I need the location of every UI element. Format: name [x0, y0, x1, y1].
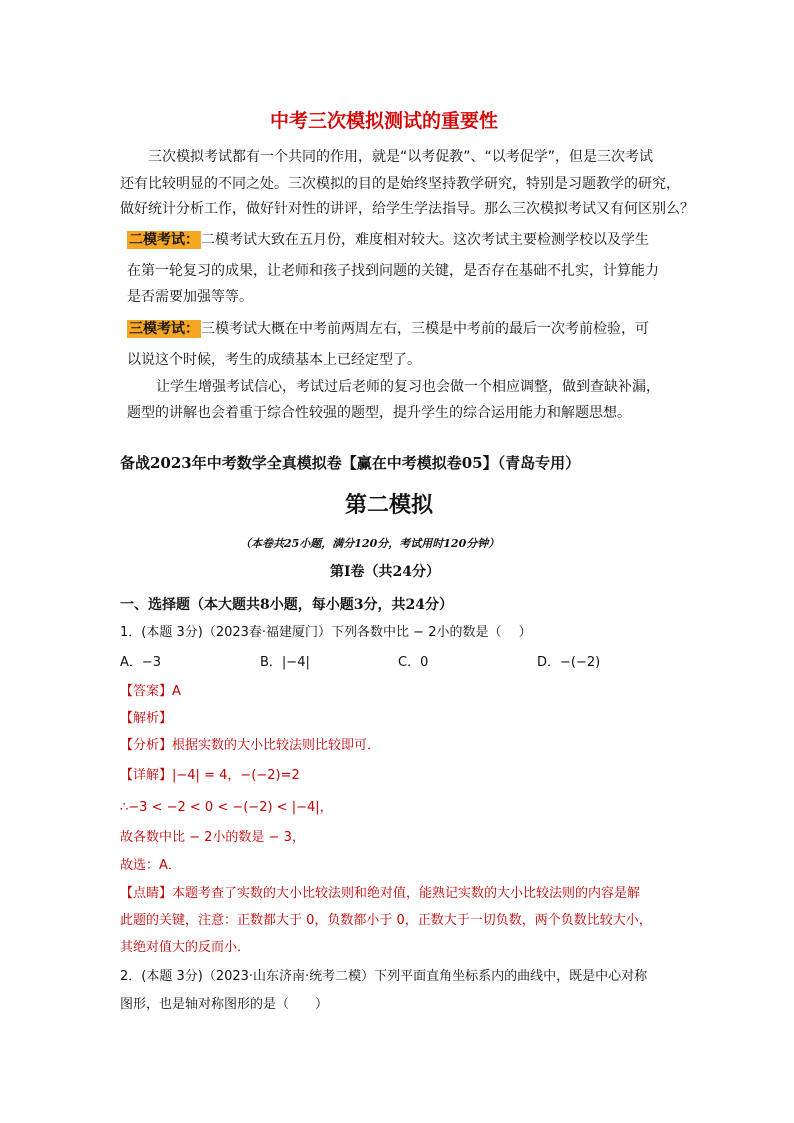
intro-p2-line2: 在第一轮复习的成果，让老师和孩子找到问题的关键，是否存在基础不扎实，计算能力	[127, 263, 659, 279]
q2-stem-line1: 2．(本题 3分)（2023·山东济南·统考二模）下列平面直角坐标系内的曲线中，既是中心对称	[120, 969, 648, 984]
q1-solution-line3: 故各数中比 − 2小的数是 − 3，	[120, 830, 305, 845]
q1-dianjing-line2: 此题的关键，注意：正数都大于 0，负数都小于 0，正数大于一切负数，两个负数比较大小，	[120, 913, 652, 928]
q1-xiangjie: 【详解】|−4| = 4，−(−2)=2	[120, 768, 300, 783]
intro-p1-line3: 做好统计分析工作，做好针对性的讲评，给学生学法指导。那么三次模拟考试又有何区别么？	[120, 201, 694, 217]
q1-dianjing-line3: 其绝对值大的反而小．	[120, 940, 251, 955]
intro-p1-line2: 还有比较明显的不同之处。三次模拟的目的是始终坚持教学研究，特别是习题教学的研究，	[120, 176, 680, 192]
q1-stem: 1．(本题 3分)（2023春·福建厦门）下列各数中比 − 2小的数是（ ）	[120, 625, 532, 640]
intro-p4-line2: 题型的讲解也会着重于综合性较强的题型，提升学生的综合运用能力和解题思想。	[127, 405, 631, 421]
q1-dianjing-line1: 【点睛】本题考查了实数的大小比较法则和绝对值，能熟记实数的大小比较法则的内容是解	[120, 886, 641, 901]
q1-option-a: A．−3	[120, 655, 162, 670]
intro-p2-line3: 是否需要加强等等。	[127, 289, 253, 305]
q1-solution-line2: ∴−3 < −2 < 0 < −(−2) < |−4|，	[120, 800, 333, 815]
exam-title: 第二模拟	[345, 493, 434, 518]
q1-option-c: C．0	[398, 655, 429, 670]
tag-second-mock: 二模考试：	[129, 232, 199, 248]
q1-option-b: B．|−4|	[260, 655, 310, 670]
intro-p1-line1: 三次模拟考试都有一个共同的作用，就是“以考促教”、“以考促学”，但是三次考试	[148, 149, 654, 165]
exam-volume: 第Ⅰ卷（共24分）	[330, 564, 441, 580]
q1-answer: 【答案】A	[120, 684, 181, 699]
q2-stem-line2: 图形，也是轴对称图形的是（ ）	[120, 997, 329, 1012]
exam-note: （本卷共25小题，满分120分，考试用时120分钟）	[240, 537, 500, 550]
intro-p2-line1: 二模考试： 二模考试大致在五月份，难度相对较大。这次考试主要检测学校以及学生	[129, 232, 649, 248]
q1-fenxi: 【分析】根据实数的大小比较法则比较即可．	[120, 738, 381, 753]
q1-analysis-label: 【解析】	[120, 711, 173, 726]
intro-title: 中考三次模拟测试的重要性	[270, 110, 499, 132]
exam-header: 备战2023年中考数学全真模拟卷【赢在中考模拟卷05】（青岛专用）	[120, 454, 581, 472]
section-title: 一、选择题（本大题共8小题，每小题3分，共24分）	[120, 597, 453, 613]
q1-option-d: D．−(−2)	[537, 655, 601, 670]
intro-p4-line1: 让学生增强考试信心，考试过后老师的复习也会做一个相应调整，做到查缺补漏，	[156, 379, 660, 395]
intro-p3-line2: 以说这个时候，考生的成绩基本上已经定型了。	[127, 352, 421, 368]
q1-solution-line4: 故选：A．	[120, 858, 181, 873]
tag-third-mock: 三模考试：	[129, 321, 199, 337]
intro-p3-line1: 三模考试： 三模考试大概在中考前两周左右，三模是中考前的最后一次考前检验，可	[129, 321, 649, 337]
